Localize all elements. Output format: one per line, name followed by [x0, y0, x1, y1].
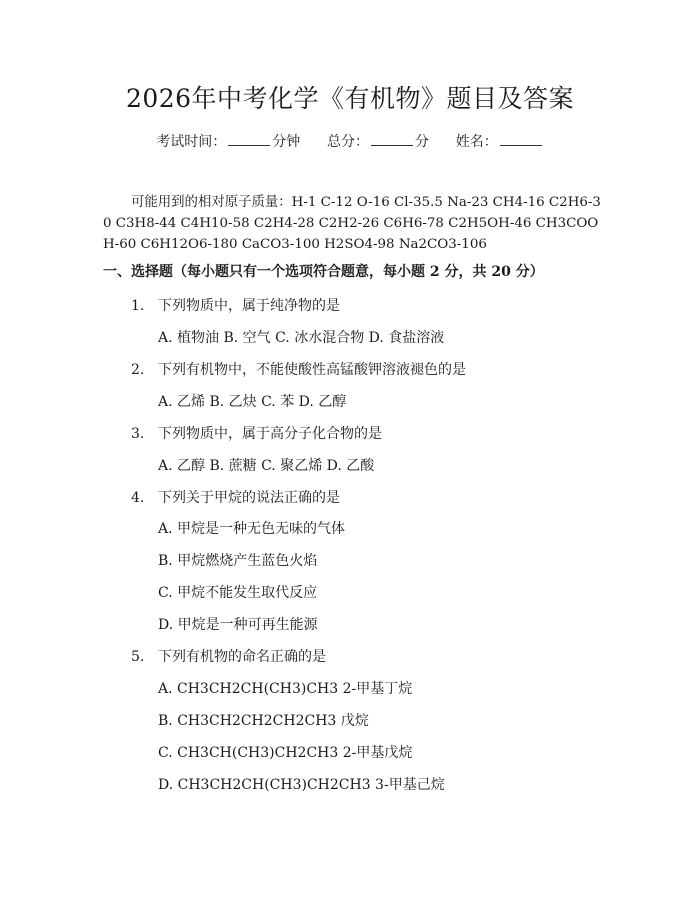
question-4-option-b: B. 甲烷燃烧产生蓝色火焰 [158, 553, 318, 569]
question-4 [131, 488, 601, 508]
section-heading: 一、选择题（每小题只有一个选项符合题意，每小题 2 分，共 20 分） [103, 264, 544, 280]
name-label: 姓名： [455, 134, 498, 150]
question-5-option-a: A. CH3CH2CH(CH3)CH3 2-甲基丁烷 [158, 681, 413, 697]
question-5-option-d: D. CH3CH2CH(CH3)CH2CH3 3-甲基己烷 [158, 777, 445, 793]
question-4-option-a: A. 甲烷是一种无色无味的气体 [158, 521, 346, 537]
question-1-options: A. 植物油 B. 空气 C. 冰水混合物 D. 食盐溶液 [158, 330, 445, 346]
score-blank [371, 131, 413, 146]
question-2-options: A. 乙烯 B. 乙炔 C. 苯 D. 乙醇 [158, 394, 347, 410]
question-1 [131, 296, 601, 316]
question-5-option-c: C. CH3CH(CH3)CH2CH3 2-甲基戊烷 [158, 745, 413, 761]
question-number: 2. [131, 362, 145, 378]
score-unit: 分 [415, 134, 429, 150]
page-title: 2026年中考化学《有机物》题目及答案 [125, 84, 575, 113]
time-blank [228, 131, 270, 146]
question-number: 1. [131, 298, 145, 314]
question-text: 下列物质中，属于纯净物的是 [158, 298, 340, 314]
question-text: 下列有机物的命名正确的是 [158, 649, 326, 665]
question-3-options: A. 乙醇 B. 蔗糖 C. 聚乙烯 D. 乙酸 [158, 458, 375, 474]
score-label: 总分： [327, 134, 369, 150]
question-4-option-d: D. 甲烷是一种可再生能源 [158, 617, 318, 633]
question-5 [131, 647, 601, 667]
question-3 [131, 424, 601, 444]
question-5-option-b: B. CH3CH2CH2CH2CH3 戊烷 [158, 713, 369, 729]
question-4-option-c: C. 甲烷不能发生取代反应 [158, 585, 318, 601]
question-text: 下列关于甲烷的说法正确的是 [158, 490, 340, 506]
question-text: 下列有机物中，不能使酸性高锰酸钾溶液褪色的是 [158, 362, 466, 378]
question-number: 5. [131, 649, 145, 665]
question-number: 4. [131, 490, 145, 506]
question-number: 3. [131, 426, 145, 442]
atomic-masses: 可能用到的相对原子质量：H-1 C-12 O-16 Cl-35.5 Na-23 CH4-16 C2H6-30 C3H8-44 C4H10-58 C2H4-28 C2H2-26 C6H6-78 C2H5OH-46 CH3COOH-60 C6H12O6-180 CaCO3-100 H2SO4-98 Na2CO3-106 [103, 195, 601, 252]
exam-meta [0, 131, 700, 152]
time-unit: 分钟 [272, 134, 301, 150]
question-text: 下列物质中，属于高分子化合物的是 [158, 426, 382, 442]
name-blank [500, 131, 542, 146]
question-2 [131, 360, 601, 380]
time-label: 考试时间： [156, 134, 227, 150]
